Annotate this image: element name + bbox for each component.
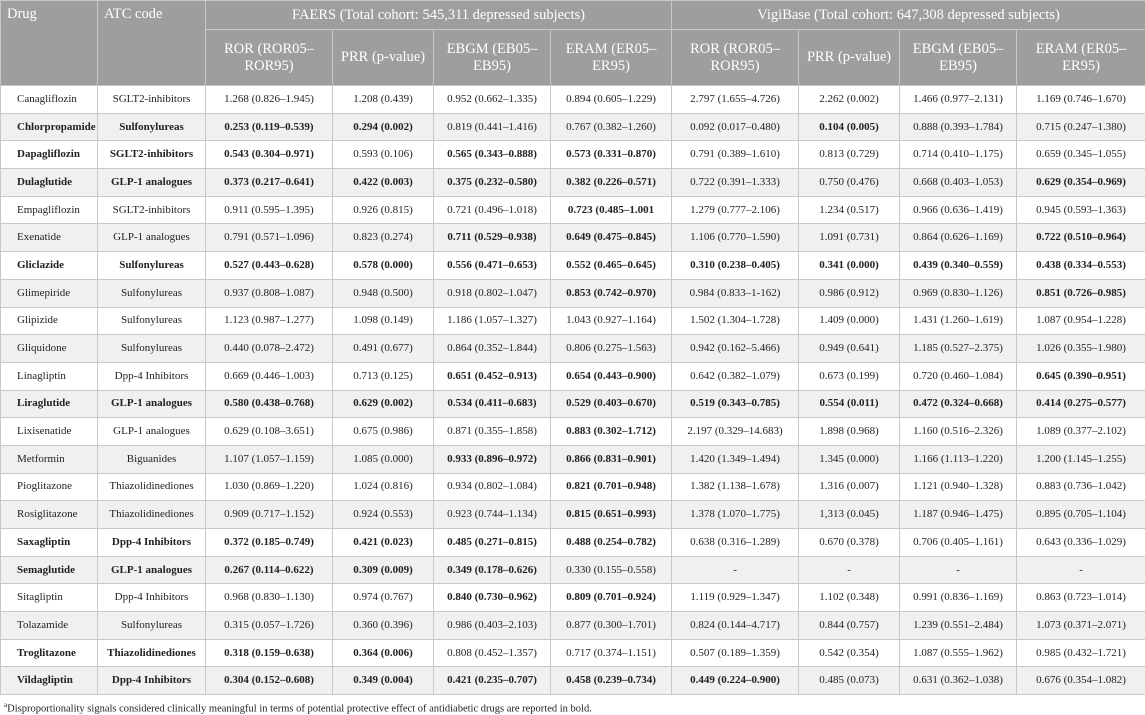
value-cell: 1.121 (0.940–1.328) <box>900 473 1017 501</box>
table-row <box>1 529 1145 557</box>
drug-cell: Semaglutide <box>1 556 98 584</box>
value-cell: 1.409 (0.000) <box>799 307 900 335</box>
value-cell: 0.813 (0.729) <box>799 141 900 169</box>
table-row <box>1 612 1145 640</box>
value-cell: 1.239 (0.551–2.484) <box>900 612 1017 640</box>
header-vigibase: VigiBase (Total cohort: 647,308 depressed subjects) <box>672 1 1145 30</box>
value-cell: 0.711 (0.529–0.938) <box>434 224 551 252</box>
value-cell: 0.360 (0.396) <box>333 612 434 640</box>
table-footnote <box>0 695 1145 715</box>
subheader-vigibase-ror: ROR (ROR05–ROR95) <box>672 30 799 86</box>
value-cell: 0.968 (0.830–1.130) <box>206 584 333 612</box>
value-cell: 1.431 (1.260–1.619) <box>900 307 1017 335</box>
value-cell: 0.449 (0.224–0.900) <box>672 667 799 695</box>
value-cell: 1,313 (0.045) <box>799 501 900 529</box>
subheader-faers-ebgm: EBGM (EB05–EB95) <box>434 30 551 86</box>
value-cell: 0.341 (0.000) <box>799 252 900 280</box>
value-cell: 0.986 (0.403–2.103) <box>434 612 551 640</box>
drug-cell: Exenatide <box>1 224 98 252</box>
value-cell: 0.439 (0.340–0.559) <box>900 252 1017 280</box>
value-cell: 2.797 (1.655–4.726) <box>672 86 799 114</box>
value-cell: 1.030 (0.869–1.220) <box>206 473 333 501</box>
value-cell: 0.519 (0.343–0.785) <box>672 390 799 418</box>
value-cell: 1.279 (0.777–2.106) <box>672 196 799 224</box>
table-row <box>1 390 1145 418</box>
value-cell: 0.382 (0.226–0.571) <box>551 169 672 197</box>
value-cell: 0.945 (0.593–1.363) <box>1017 196 1145 224</box>
atc-cell: SGLT2-inhibitors <box>98 141 206 169</box>
table-row <box>1 224 1145 252</box>
value-cell: 0.720 (0.460–1.084) <box>900 362 1017 390</box>
subheader-faers-ror: ROR (ROR05–ROR95) <box>206 30 333 86</box>
value-cell: 0.934 (0.802–1.084) <box>434 473 551 501</box>
table-row <box>1 667 1145 695</box>
value-cell: 0.713 (0.125) <box>333 362 434 390</box>
value-cell: 1.234 (0.517) <box>799 196 900 224</box>
value-cell: 1.024 (0.816) <box>333 473 434 501</box>
value-cell: 0.438 (0.334–0.553) <box>1017 252 1145 280</box>
value-cell: 0.969 (0.830–1.126) <box>900 279 1017 307</box>
drug-cell: Lixisenatide <box>1 418 98 446</box>
table-row <box>1 445 1145 473</box>
value-cell: 0.871 (0.355–1.858) <box>434 418 551 446</box>
atc-cell: SGLT2-inhibitors <box>98 86 206 114</box>
value-cell: 0.715 (0.247–1.380) <box>1017 113 1145 141</box>
table-row <box>1 141 1145 169</box>
value-cell: 0.373 (0.217–0.641) <box>206 169 333 197</box>
atc-cell: SGLT2-inhibitors <box>98 196 206 224</box>
value-cell: 0.349 (0.178–0.626) <box>434 556 551 584</box>
value-cell: 0.527 (0.443–0.628) <box>206 252 333 280</box>
value-cell: 0.310 (0.238–0.405) <box>672 252 799 280</box>
value-cell: 1.898 (0.968) <box>799 418 900 446</box>
drug-cell: Rosiglitazone <box>1 501 98 529</box>
value-cell: 1.420 (1.349–1.494) <box>672 445 799 473</box>
value-cell: 0.578 (0.000) <box>333 252 434 280</box>
header-drug: Drug <box>1 1 98 86</box>
value-cell: 0.491 (0.677) <box>333 335 434 363</box>
atc-cell: Sulfonylureas <box>98 279 206 307</box>
drug-cell: Empagliflozin <box>1 196 98 224</box>
value-cell: 1.123 (0.987–1.277) <box>206 307 333 335</box>
value-cell: 0.372 (0.185–0.749) <box>206 529 333 557</box>
subheader-faers-eram: ERAM (ER05–ER95) <box>551 30 672 86</box>
value-cell: 1.085 (0.000) <box>333 445 434 473</box>
value-cell: 0.294 (0.002) <box>333 113 434 141</box>
value-cell: - <box>1017 556 1145 584</box>
value-cell: 0.543 (0.304–0.971) <box>206 141 333 169</box>
subheader-vigibase-prr: PRR (p-value) <box>799 30 900 86</box>
value-cell: 1.087 (0.555–1.962) <box>900 639 1017 667</box>
value-cell: 1.378 (1.070–1.775) <box>672 501 799 529</box>
value-cell: 0.472 (0.324–0.668) <box>900 390 1017 418</box>
value-cell: 0.750 (0.476) <box>799 169 900 197</box>
value-cell: 0.948 (0.500) <box>333 279 434 307</box>
value-cell: 0.923 (0.744–1.134) <box>434 501 551 529</box>
value-cell: 0.722 (0.391–1.333) <box>672 169 799 197</box>
atc-cell: Sulfonylureas <box>98 307 206 335</box>
drug-cell: Glipizide <box>1 307 98 335</box>
value-cell: 0.986 (0.912) <box>799 279 900 307</box>
value-cell: 0.267 (0.114–0.622) <box>206 556 333 584</box>
atc-cell: GLP-1 analogues <box>98 556 206 584</box>
value-cell: 0.722 (0.510–0.964) <box>1017 224 1145 252</box>
table-body <box>1 86 1145 695</box>
atc-cell: GLP-1 analogues <box>98 224 206 252</box>
table-row <box>1 501 1145 529</box>
value-cell: 2.262 (0.002) <box>799 86 900 114</box>
value-cell: 0.421 (0.235–0.707) <box>434 667 551 695</box>
value-cell: 1.200 (1.145–1.255) <box>1017 445 1145 473</box>
value-cell: 0.304 (0.152–0.608) <box>206 667 333 695</box>
drug-cell: Pioglitazone <box>1 473 98 501</box>
value-cell: 1.087 (0.954–1.228) <box>1017 307 1145 335</box>
value-cell: 0.507 (0.189–1.359) <box>672 639 799 667</box>
value-cell: 0.645 (0.390–0.951) <box>1017 362 1145 390</box>
drug-cell: Dapagliflozin <box>1 141 98 169</box>
table-row <box>1 252 1145 280</box>
table-row <box>1 362 1145 390</box>
value-cell: 0.767 (0.382–1.260) <box>551 113 672 141</box>
value-cell: 0.629 (0.354–0.969) <box>1017 169 1145 197</box>
value-cell: 0.911 (0.595–1.395) <box>206 196 333 224</box>
value-cell: 0.253 (0.119–0.539) <box>206 113 333 141</box>
value-cell: 2.197 (0.329–14.683) <box>672 418 799 446</box>
value-cell: 0.092 (0.017–0.480) <box>672 113 799 141</box>
value-cell: 0.309 (0.009) <box>333 556 434 584</box>
value-cell: 0.883 (0.736–1.042) <box>1017 473 1145 501</box>
value-cell: 1.316 (0.007) <box>799 473 900 501</box>
footnote-text: Disproportionality signals considered clinically meaningful in terms of potential protective effect of antidiabetic drugs are reported in bold. <box>7 703 592 715</box>
value-cell: 1.169 (0.746–1.670) <box>1017 86 1145 114</box>
value-cell: 0.888 (0.393–1.784) <box>900 113 1017 141</box>
table-header <box>1 1 1145 86</box>
drug-cell: Sitagliptin <box>1 584 98 612</box>
value-cell: 1.098 (0.149) <box>333 307 434 335</box>
value-cell: 0.488 (0.254–0.782) <box>551 529 672 557</box>
value-cell: 0.883 (0.302–1.712) <box>551 418 672 446</box>
value-cell: 0.349 (0.004) <box>333 667 434 695</box>
value-cell: 0.791 (0.571–1.096) <box>206 224 333 252</box>
drug-cell: Tolazamide <box>1 612 98 640</box>
value-cell: 1.268 (0.826–1.945) <box>206 86 333 114</box>
value-cell: 1.185 (0.527–2.375) <box>900 335 1017 363</box>
value-cell: 1.089 (0.377–2.102) <box>1017 418 1145 446</box>
drug-cell: Gliclazide <box>1 252 98 280</box>
atc-cell: GLP-1 analogues <box>98 418 206 446</box>
value-cell: 0.676 (0.354–1.082) <box>1017 667 1145 695</box>
value-cell: 0.966 (0.636–1.419) <box>900 196 1017 224</box>
value-cell: 0.864 (0.626–1.169) <box>900 224 1017 252</box>
table-row <box>1 196 1145 224</box>
value-cell: 0.673 (0.199) <box>799 362 900 390</box>
value-cell: 0.863 (0.723–1.014) <box>1017 584 1145 612</box>
atc-cell: Dpp-4 Inhibitors <box>98 667 206 695</box>
value-cell: 0.864 (0.352–1.844) <box>434 335 551 363</box>
value-cell: 0.556 (0.471–0.653) <box>434 252 551 280</box>
value-cell: 1.119 (0.929–1.347) <box>672 584 799 612</box>
value-cell: 0.791 (0.389–1.610) <box>672 141 799 169</box>
table-row <box>1 473 1145 501</box>
atc-cell: Dpp-4 Inhibitors <box>98 584 206 612</box>
atc-cell: Dpp-4 Inhibitors <box>98 362 206 390</box>
value-cell: 1.160 (0.516–2.326) <box>900 418 1017 446</box>
atc-cell: Thiazolidinediones <box>98 473 206 501</box>
subheader-vigibase-ebgm: EBGM (EB05–EB95) <box>900 30 1017 86</box>
value-cell: 0.984 (0.833–1-162) <box>672 279 799 307</box>
atc-cell: Thiazolidinediones <box>98 501 206 529</box>
atc-cell: Biguanides <box>98 445 206 473</box>
drug-cell: Linagliptin <box>1 362 98 390</box>
value-cell: 1.502 (1.304–1.728) <box>672 307 799 335</box>
value-cell: 1.345 (0.000) <box>799 445 900 473</box>
atc-cell: Dpp-4 Inhibitors <box>98 529 206 557</box>
value-cell: 0.909 (0.717–1.152) <box>206 501 333 529</box>
value-cell: 0.573 (0.331–0.870) <box>551 141 672 169</box>
value-cell: 0.974 (0.767) <box>333 584 434 612</box>
value-cell: 1.102 (0.348) <box>799 584 900 612</box>
value-cell: 0.668 (0.403–1.053) <box>900 169 1017 197</box>
table-row <box>1 113 1145 141</box>
value-cell: 0.318 (0.159–0.638) <box>206 639 333 667</box>
value-cell: 0.485 (0.271–0.815) <box>434 529 551 557</box>
value-cell: 0.806 (0.275–1.563) <box>551 335 672 363</box>
value-cell: 0.414 (0.275–0.577) <box>1017 390 1145 418</box>
drug-cell: Canagliflozin <box>1 86 98 114</box>
table-row <box>1 639 1145 667</box>
value-cell: 0.819 (0.441–1.416) <box>434 113 551 141</box>
value-cell: 0.629 (0.002) <box>333 390 434 418</box>
value-cell: 1.382 (1.138–1.678) <box>672 473 799 501</box>
value-cell: 0.714 (0.410–1.175) <box>900 141 1017 169</box>
value-cell: 0.723 (0.485–1.001 <box>551 196 672 224</box>
value-cell: 0.937 (0.808–1.087) <box>206 279 333 307</box>
value-cell: 1.186 (1.057–1.327) <box>434 307 551 335</box>
value-cell: 1.466 (0.977–2.131) <box>900 86 1017 114</box>
value-cell: 0.534 (0.411–0.683) <box>434 390 551 418</box>
value-cell: 0.823 (0.274) <box>333 224 434 252</box>
footnote-marker: a <box>4 701 8 710</box>
table-row <box>1 335 1145 363</box>
value-cell: 0.721 (0.496–1.018) <box>434 196 551 224</box>
value-cell: 0.840 (0.730–0.962) <box>434 584 551 612</box>
atc-cell: Sulfonylureas <box>98 335 206 363</box>
value-cell: 0.593 (0.106) <box>333 141 434 169</box>
value-cell: 0.631 (0.362–1.038) <box>900 667 1017 695</box>
value-cell: - <box>799 556 900 584</box>
value-cell: 0.952 (0.662–1.335) <box>434 86 551 114</box>
table-row <box>1 418 1145 446</box>
value-cell: 0.894 (0.605–1.229) <box>551 86 672 114</box>
value-cell: 0.440 (0.078–2.472) <box>206 335 333 363</box>
value-cell: 0.629 (0.108–3.651) <box>206 418 333 446</box>
table-row <box>1 556 1145 584</box>
value-cell: 0.824 (0.144–4.717) <box>672 612 799 640</box>
value-cell: 0.877 (0.300–1.701) <box>551 612 672 640</box>
value-cell: 0.808 (0.452–1.357) <box>434 639 551 667</box>
atc-cell: GLP-1 analogues <box>98 169 206 197</box>
value-cell: 0.104 (0.005) <box>799 113 900 141</box>
value-cell: 0.554 (0.011) <box>799 390 900 418</box>
value-cell: 0.717 (0.374–1.151) <box>551 639 672 667</box>
value-cell: 0.565 (0.343–0.888) <box>434 141 551 169</box>
drug-cell: Glimepiride <box>1 279 98 307</box>
drug-cell: Dulaglutide <box>1 169 98 197</box>
drug-cell: Troglitazone <box>1 639 98 667</box>
value-cell: 0.330 (0.155–0.558) <box>551 556 672 584</box>
table-row <box>1 307 1145 335</box>
value-cell: 0.670 (0.378) <box>799 529 900 557</box>
value-cell: 0.580 (0.438–0.768) <box>206 390 333 418</box>
value-cell: 0.949 (0.641) <box>799 335 900 363</box>
value-cell: 0.926 (0.815) <box>333 196 434 224</box>
value-cell: 0.458 (0.239–0.734) <box>551 667 672 695</box>
value-cell: 0.422 (0.003) <box>333 169 434 197</box>
atc-cell: GLP-1 analogues <box>98 390 206 418</box>
value-cell: 0.815 (0.651–0.993) <box>551 501 672 529</box>
value-cell: 0.649 (0.475–0.845) <box>551 224 672 252</box>
value-cell: 1.091 (0.731) <box>799 224 900 252</box>
header-faers: FAERS (Total cohort: 545,311 depressed subjects) <box>206 1 672 30</box>
value-cell: 0.315 (0.057–1.726) <box>206 612 333 640</box>
value-cell: - <box>900 556 1017 584</box>
value-cell: 0.642 (0.382–1.079) <box>672 362 799 390</box>
value-cell: 0.552 (0.465–0.645) <box>551 252 672 280</box>
value-cell: 1.043 (0.927–1.164) <box>551 307 672 335</box>
atc-cell: Sulfonylureas <box>98 113 206 141</box>
value-cell: 0.991 (0.836–1.169) <box>900 584 1017 612</box>
value-cell: 0.669 (0.446–1.003) <box>206 362 333 390</box>
drug-cell: Chlorpropamide <box>1 113 98 141</box>
drug-cell: Saxagliptin <box>1 529 98 557</box>
value-cell: 0.933 (0.896–0.972) <box>434 445 551 473</box>
table-row <box>1 86 1145 114</box>
value-cell: 0.918 (0.802–1.047) <box>434 279 551 307</box>
subheader-vigibase-eram: ERAM (ER05–ER95) <box>1017 30 1145 86</box>
value-cell: 0.809 (0.701–0.924) <box>551 584 672 612</box>
value-cell: 1.106 (0.770–1.590) <box>672 224 799 252</box>
value-cell: 0.421 (0.023) <box>333 529 434 557</box>
value-cell: 0.821 (0.701–0.948) <box>551 473 672 501</box>
value-cell: 0.924 (0.553) <box>333 501 434 529</box>
atc-cell: Sulfonylureas <box>98 252 206 280</box>
drug-cell: Liraglutide <box>1 390 98 418</box>
value-cell: 0.364 (0.006) <box>333 639 434 667</box>
value-cell: 0.866 (0.831–0.901) <box>551 445 672 473</box>
atc-cell: Sulfonylureas <box>98 612 206 640</box>
value-cell: 1.166 (1.113–1.220) <box>900 445 1017 473</box>
header-atc-code: ATC code <box>98 1 206 86</box>
value-cell: 0.895 (0.705–1.104) <box>1017 501 1145 529</box>
value-cell: 0.542 (0.354) <box>799 639 900 667</box>
value-cell: 0.529 (0.403–0.670) <box>551 390 672 418</box>
value-cell: 1.208 (0.439) <box>333 86 434 114</box>
drug-cell: Metformin <box>1 445 98 473</box>
value-cell: 0.485 (0.073) <box>799 667 900 695</box>
table-row <box>1 169 1145 197</box>
value-cell: 1.107 (1.057–1.159) <box>206 445 333 473</box>
value-cell: 0.706 (0.405–1.161) <box>900 529 1017 557</box>
value-cell: 1.073 (0.371–2.071) <box>1017 612 1145 640</box>
value-cell: 0.942 (0.162–5.466) <box>672 335 799 363</box>
atc-cell: Thiazolidinediones <box>98 639 206 667</box>
value-cell: 0.851 (0.726–0.985) <box>1017 279 1145 307</box>
value-cell: 1.187 (0.946–1.475) <box>900 501 1017 529</box>
value-cell: 1.026 (0.355–1.980) <box>1017 335 1145 363</box>
drug-cell: Gliquidone <box>1 335 98 363</box>
value-cell: 0.844 (0.757) <box>799 612 900 640</box>
value-cell: 0.375 (0.232–0.580) <box>434 169 551 197</box>
subheader-faers-prr: PRR (p-value) <box>333 30 434 86</box>
table-row <box>1 279 1145 307</box>
value-cell: 0.654 (0.443–0.900) <box>551 362 672 390</box>
value-cell: 0.675 (0.986) <box>333 418 434 446</box>
value-cell: 0.659 (0.345–1.055) <box>1017 141 1145 169</box>
value-cell: - <box>672 556 799 584</box>
value-cell: 0.985 (0.432–1.721) <box>1017 639 1145 667</box>
value-cell: 0.853 (0.742–0.970) <box>551 279 672 307</box>
value-cell: 0.643 (0.336–1.029) <box>1017 529 1145 557</box>
value-cell: 0.651 (0.452–0.913) <box>434 362 551 390</box>
drug-cell: Vildagliptin <box>1 667 98 695</box>
value-cell: 0.638 (0.316–1.289) <box>672 529 799 557</box>
table-row <box>1 584 1145 612</box>
